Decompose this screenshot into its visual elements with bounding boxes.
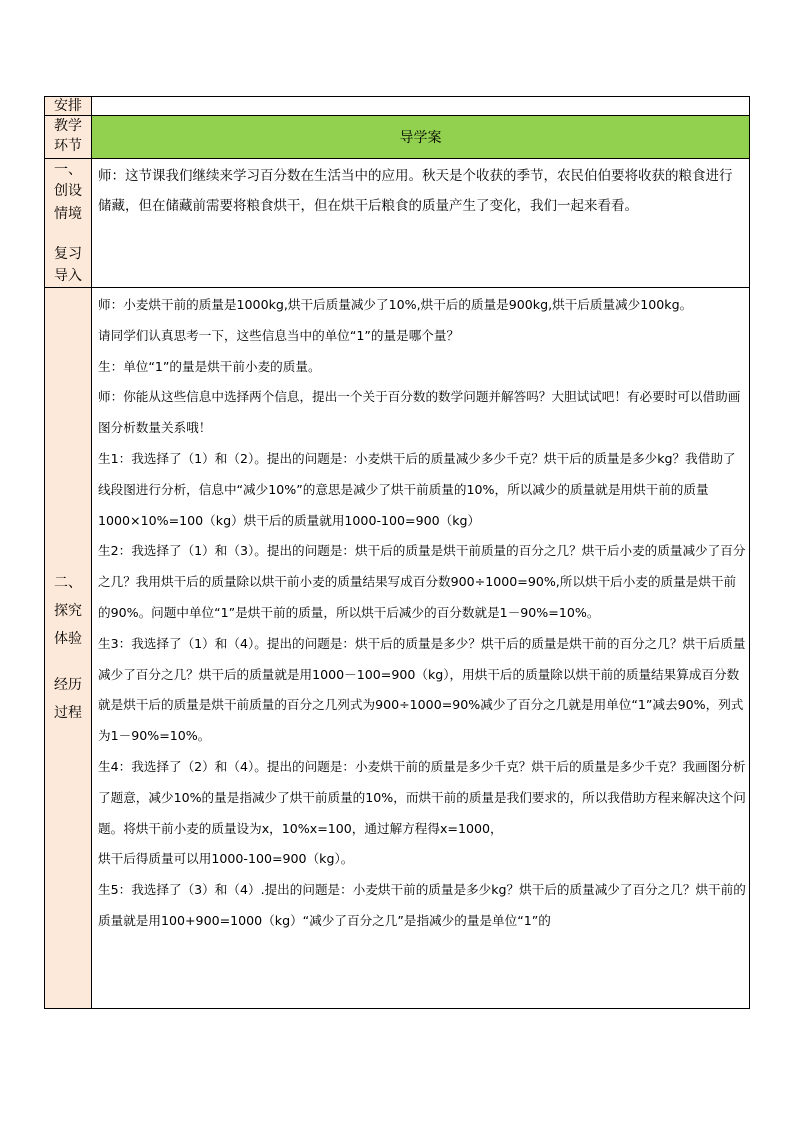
- student-paragraph: 生：单位“1”的量是烘干前小麦的质量。: [98, 358, 321, 374]
- label-line: 探究: [54, 603, 82, 619]
- arrangement-label: 安排: [45, 97, 92, 116]
- lesson-plan-table: [44, 96, 750, 1009]
- section-1-row: [45, 159, 750, 288]
- teacher-paragraph: 师：你能从这些信息中选择两个信息，提出一个关于百分数的数学问题并解答吗？大胆试试吧！有必要时可以借助画图分析数量关系哦！: [98, 389, 741, 436]
- section-1-content: [92, 159, 750, 288]
- label-line: 一、: [54, 162, 82, 178]
- student-4-paragraph: 生4：我选择了（2）和（4）。提出的问题是：小麦烘干前的质量是多少千克？烘干后的质量是多少千克？我画图分析了题意，减少10%的量是指减少了烘干前质量的10%，而烘干前的质量是我们要求的，所以我借助方程来解决这个问题。将烘干前小麦的质量设为x，10%x=100，通过解方程得x=1000，: [98, 758, 746, 836]
- label-line: 创设: [54, 183, 82, 199]
- section-1-label: [45, 159, 92, 288]
- section-1-text: 师：这节课我们继续来学习百分数在生活当中的应用。秋天是个收获的季节，农民伯伯要将收获的粮食进行储藏，但在储藏前需要将粮食烘干，但在烘干后粮食的质量产生了变化，我们一起来看看。: [98, 168, 733, 214]
- student-2-paragraph: 生2：我选择了（1）和（3）。提出的问题是：烘干后的质量是烘干前质量的百分之几？烘干后小麦的质量减少了百分之几？我用烘干后的质量除以烘干前小麦的质量结果写成百分数900÷1000=90%,所以烘干后小麦的质量是烘干前的90%。问题中单位“1”是烘干前的质量，所以烘干后减少的百分数就是1－90%=10%。: [98, 543, 746, 620]
- section-2-row: [45, 288, 750, 1009]
- teaching-stage-label: [45, 116, 92, 159]
- label-line: 环节: [54, 138, 82, 154]
- label-line: 过程: [54, 705, 82, 721]
- student-5-paragraph: 生5：我选择了（3）和（4）.提出的问题是：小麦烘干前的质量是多少kg？烘干后的质量减少了百分之几？烘干前的质量就是用100+900=1000（kg）“减少了百分之几”是指减少的量是单位“1”的: [98, 882, 746, 928]
- arrangement-content: [92, 97, 750, 116]
- label-line: 经历: [54, 677, 82, 693]
- paragraph: 烘干后得质量可以用1000-100=900（kg）。: [98, 851, 354, 867]
- section-2-label: [45, 288, 92, 1009]
- paragraph: 请同学们认真思考一下，这些信息当中的单位“1”的量是哪个量？: [98, 327, 460, 343]
- student-1-paragraph: 生1：我选择了（1）和（2）。提出的问题是：小麦烘干后的质量减少多少千克？烘干后的质量是多少kg？我借助了线段图进行分析，信息中“减少10%”的意思是减少了烘干前质量的10%，所以减少的质量就是用烘干前的质量1000×10%=100（kg）烘干后的质量就用1000-100=900（kg）: [98, 450, 736, 528]
- label-line: 导入: [54, 268, 82, 284]
- arrangement-row: [45, 97, 750, 116]
- label-line: 体验: [54, 631, 82, 647]
- label-line: 教学: [54, 118, 82, 134]
- label-line: 情境: [54, 206, 82, 222]
- section-2-content: [92, 288, 750, 1009]
- student-3-paragraph: 生3：我选择了（1）和（4）。提出的问题是：烘干后的质量是多少？烘干后的质量是烘干前的百分之几？烘干后质量减少了百分之几？烘干后的质量就是用1000－100=900（kg），用烘干后的质量除以烘干前的质量结果算成百分数就是烘干后的质量是烘干前质量的百分之几列式为900÷1000=90%减少了百分之几就是用单位“1”减去90%，列式为1－90%=10%。: [98, 635, 746, 744]
- guide-plan-title: 导学案: [92, 116, 750, 159]
- label-line: 二、: [54, 575, 82, 591]
- header-row: [45, 116, 750, 159]
- teacher-paragraph: 师：小麦烘干前的质量是1000kg,烘干后质量减少了10%,烘干后的质量是900kg,烘干后质量减少100kg。: [98, 297, 693, 312]
- label-line: 复习: [54, 246, 82, 262]
